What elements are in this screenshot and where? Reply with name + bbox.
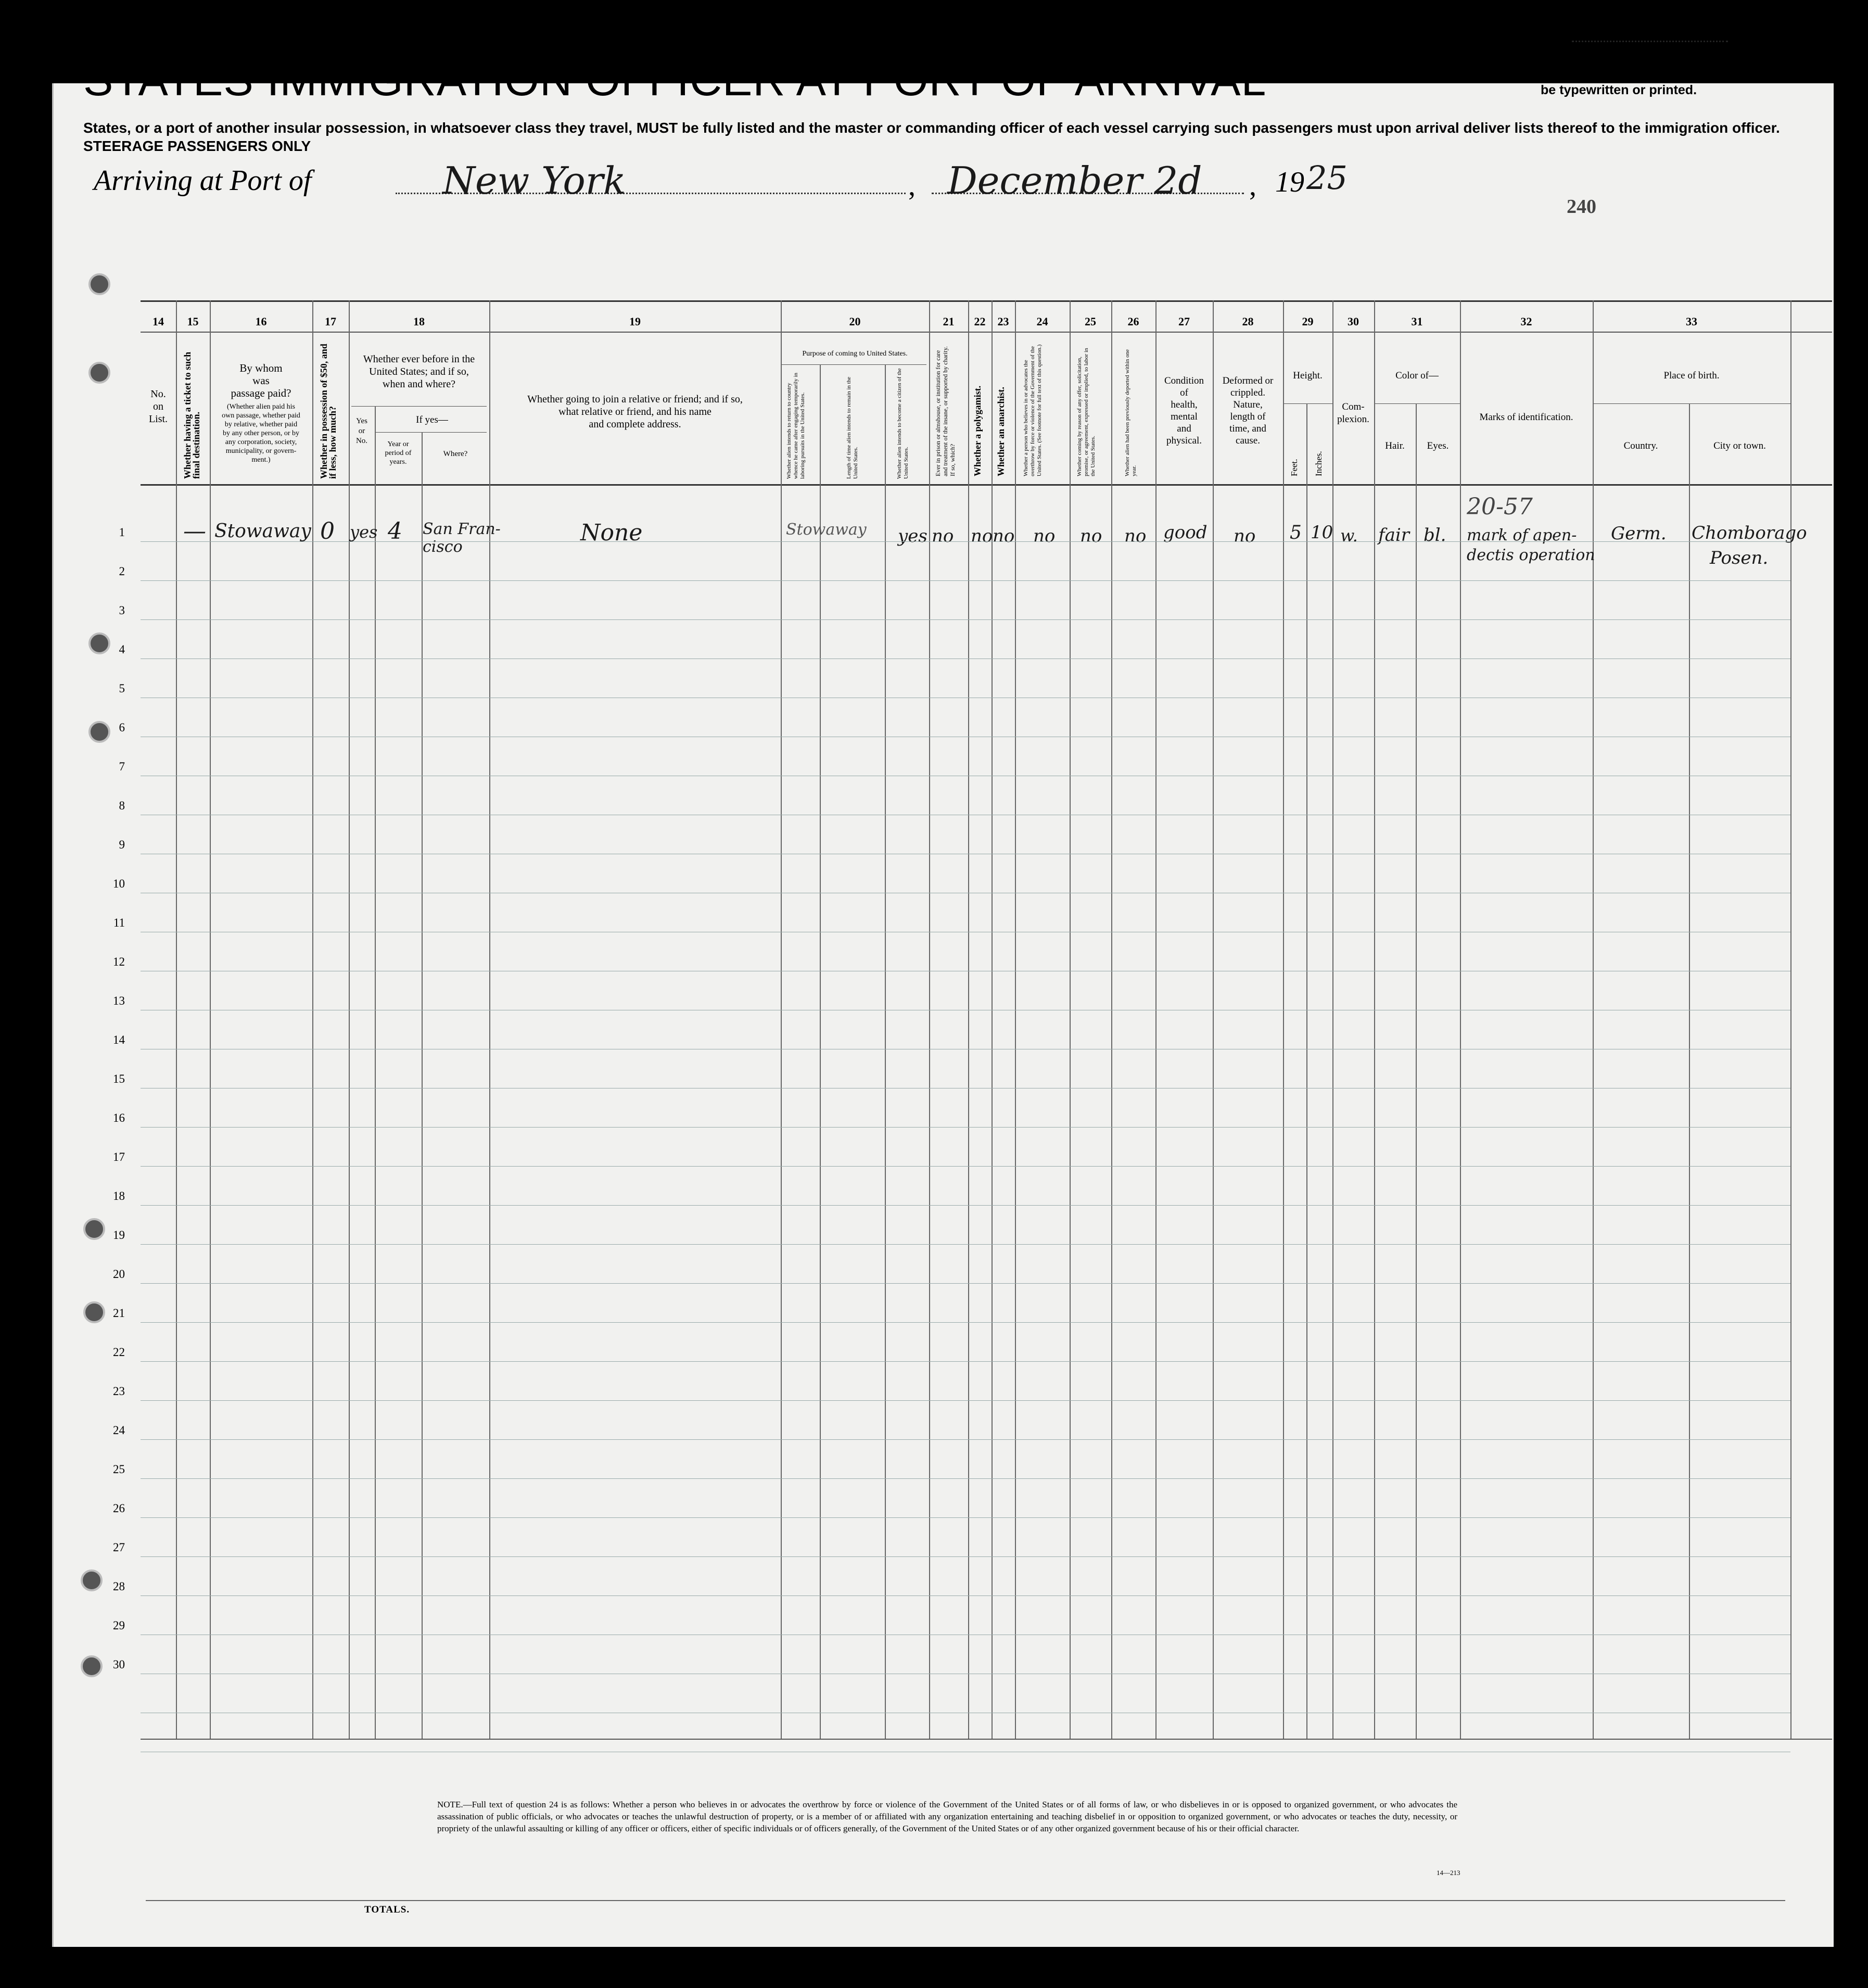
list-number-line [1572,41,1728,42]
punch-hole [88,273,110,295]
steerage-label: STEERAGE PASSENGERS ONLY [83,138,311,154]
row-number: 25 [113,1463,125,1476]
row-number: 4 [119,643,125,656]
ruled-line [141,1283,1790,1284]
header-marks: Marks of identification. [1479,412,1573,423]
header-eyes: Eyes. [1427,440,1449,451]
col-num-24: 24 [1036,315,1048,328]
entry-deported: no [1124,526,1147,547]
entry-city: Chomborago Posen. [1692,523,1807,568]
row-number: 12 [113,955,125,968]
ruled-line [141,1400,1790,1401]
header-purpose-citizen: Whether alien intends to become a citizen of the United States. [896,368,909,479]
entry-money: 0 [320,518,335,545]
header-list-number: No. on List. [148,388,168,425]
header-inches: Inches. [1314,451,1324,476]
col-num-20: 20 [849,315,861,328]
header-purpose-return: Whether alien intends to return to country whence he came after engaging temporarily in laboring pursuits in the United States. [786,372,806,479]
arrival-date: December 2d [947,159,1202,202]
header-city: City or town. [1713,440,1766,451]
year-prefix: 19 [1275,166,1304,198]
header-yes-no: Yes or No. [355,417,368,445]
col-num-33: 33 [1686,315,1697,328]
ruled-line [141,1205,1790,1206]
form-number: 14—213 [1437,1869,1460,1877]
header-years: Year or period of years. [385,440,412,466]
col-num-27: 27 [1178,315,1190,328]
row-number: 19 [113,1229,125,1242]
col-num-31: 31 [1411,315,1423,328]
punch-hole [88,362,110,384]
col-num-21: 21 [943,315,955,328]
entry-complexion: w. [1340,526,1358,546]
row-number: 17 [113,1150,125,1163]
ruled-line [141,541,1790,542]
row-number: 27 [113,1541,125,1554]
row-number: 14 [113,1033,125,1046]
col-num-19: 19 [629,315,641,328]
header-deported: Whether alien had been previously deported within one year. [1124,349,1137,476]
ruled-line [141,1478,1790,1479]
entry-country: Germ. [1611,523,1667,544]
header-polygamist: Whether a polygamist. [972,385,983,476]
row-number: 28 [113,1580,125,1593]
row-number: 8 [119,799,125,812]
col-num-18: 18 [413,315,425,328]
ruled-line [141,1556,1790,1557]
port-name: New York [442,159,626,202]
row-number: 21 [113,1307,125,1320]
entry-ticket: — [183,518,206,545]
header-deformed: Deformed or crippled. Nature, length of time, and cause. [1222,375,1274,446]
entry-paid-by: Stowaway [214,521,311,542]
entry-inches: 10 [1311,522,1333,543]
row-number: 3 [119,604,125,617]
col-num-23: 23 [997,315,1009,328]
ruled-line [141,619,1790,620]
header-where: Where? [443,450,468,458]
row-number: 20 [113,1268,125,1281]
header-place-birth: Place of birth. [1663,370,1720,381]
row-number: 22 [113,1346,125,1359]
ruled-line [141,1439,1790,1440]
header-prison: Ever in prison or almshouse, or institution for care and treatment of the insane, or supported by charity. If so, which? [934,346,956,476]
row-number: 1 [119,526,125,539]
col-num-30: 30 [1348,315,1359,328]
entry-eyes: bl. [1424,525,1446,546]
header-if-yes: If yes— [416,414,448,425]
header-country: Country. [1623,440,1658,451]
header-anarchist: Whether an anarchist. [996,387,1006,476]
col-num-17: 17 [325,315,336,328]
header-health: Condition of health, mental and physical. [1164,375,1204,446]
row-number: 30 [113,1658,125,1671]
row-number: 24 [113,1424,125,1437]
col-num-14: 14 [153,315,164,328]
col-num-32: 32 [1520,315,1532,328]
row-number: 2 [119,565,125,578]
ruled-line [141,1127,1790,1128]
entry-anarchist: no [993,526,1015,547]
col-num-28: 28 [1242,315,1254,328]
row-number: 11 [113,916,125,929]
header-ticket: Whether having a ticket to such final destination. [182,351,201,479]
header-complexion: Com- plexion. [1337,401,1369,425]
header-passage-paid: By whom was passage paid? (Whether alien paid his own passage, whether paid by relative, whether paid by any other person, or by any corporation, society, municipality, or govern- ment.) [222,362,300,464]
entries-instruction: The entries on this sheet must be typewritten or printed. [1541,66,1729,97]
row-number: 6 [119,721,125,734]
entry-citizen: yes [898,526,927,547]
row-number: 23 [113,1385,125,1398]
row-number: 15 [113,1072,125,1085]
entry-marks: mark of apen- dectis operation [1467,526,1595,564]
col-num-29: 29 [1302,315,1314,328]
footnote-question-24: NOTE.—Full text of question 24 is as follows: Whether a person who believes in or advocates the overthrow by force or violence of the Government of the United States or of all forms of law, or who disbelieves in or is opposed to organized government, or who advocates the assassination of public officials, or who advocates or teaches the unlawful destruction of property, or is a member of or affiliated with any organization entertaining and teaching disbelief in or opposition to organized government, or who advocates or teaches the duty, necessity, or propriety of the unlawful assaulting or killing of any officer or officers, either of specific individuals or of officers generally, of the Government of the United States or of any other organized government because of his or their official character. [437,1800,1457,1833]
row-number: 5 [119,682,125,695]
ruled-line [141,1517,1790,1518]
entry-offer: no [1080,526,1102,547]
entry-prison: no [932,526,954,547]
entry-years: 4 [388,518,402,545]
row-number: 29 [113,1619,125,1632]
header-offer: Whether coming by reason of any offer, solicitation, promise, or agreement, expressed or implied, to labor in the United States. [1076,348,1096,476]
col-num-16: 16 [255,315,267,328]
ruled-line [141,1322,1790,1323]
header-feet: Feet. [1289,459,1299,476]
col-num-15: 15 [187,315,199,328]
totals-label: TOTALS. [364,1904,410,1915]
entry-where: San Fran- cisco [423,520,501,556]
instruction-line: States, or a port of another insular possession, in whatsoever class they travel, MUST be fully listed and the master or commanding officer of each vessel carrying such passengers must upon arrival deliver lists thereof to the immigration officer. [83,120,1780,136]
ruled-line [141,580,1790,581]
row-number: 16 [113,1111,125,1124]
entry-polygamist: no [971,526,993,547]
row-number: 13 [113,994,125,1007]
header-join: Whether going to join a relative or friend; and if so, what relative or friend, and his name and complete address. [527,394,743,430]
row-number: 7 [119,760,125,773]
col-num-25: 25 [1085,315,1096,328]
row-number: 26 [113,1502,125,1515]
entry-purpose: Stowaway [786,521,867,539]
header-overthrow: Whether a person who believes in or advocates the overthrow by force or violence of the Government of the United States. (See footnote for full text of this question.) [1023,344,1043,476]
entry-join: None [580,520,643,546]
entry-hair: fair [1378,525,1409,546]
entry-marks-code: 20-57 [1467,493,1533,520]
col-num-26: 26 [1127,315,1139,328]
header-color: Color of— [1395,370,1439,381]
ruled-line [141,1166,1790,1167]
row-number: 10 [113,877,125,890]
year-suffix: 25 [1306,159,1348,197]
list-label: List [1530,21,1564,45]
header-before-us: Whether ever before in the United States; and if so, when and where? [363,353,475,390]
row-number: 18 [113,1189,125,1202]
row-number: 9 [119,838,125,851]
entry-overthrow: no [1033,526,1056,547]
header-height: Height. [1293,370,1323,381]
page-stamp: 240 [1567,196,1596,218]
arriving-label: Arriving at Port of [94,164,312,197]
header-money: Whether in possession of $50, and if less, how much? [319,344,338,479]
header-purpose-length: Length of time alien intends to remain in the United States. [846,376,859,479]
header-hair: Hair. [1385,440,1405,451]
ruled-line [141,1361,1790,1362]
header-purpose: Purpose of coming to United States. [802,350,908,358]
entry-feet: 5 [1290,522,1302,543]
entry-health: good [1163,522,1208,543]
page-title: STATES IMMIGRATION OFFICER AT PORT OF ARRIVAL [83,55,1267,105]
ruled-line [141,1244,1790,1245]
col-num-22: 22 [974,315,986,328]
entry-deformed: no [1234,526,1256,547]
entry-before-us: yes [350,522,378,542]
